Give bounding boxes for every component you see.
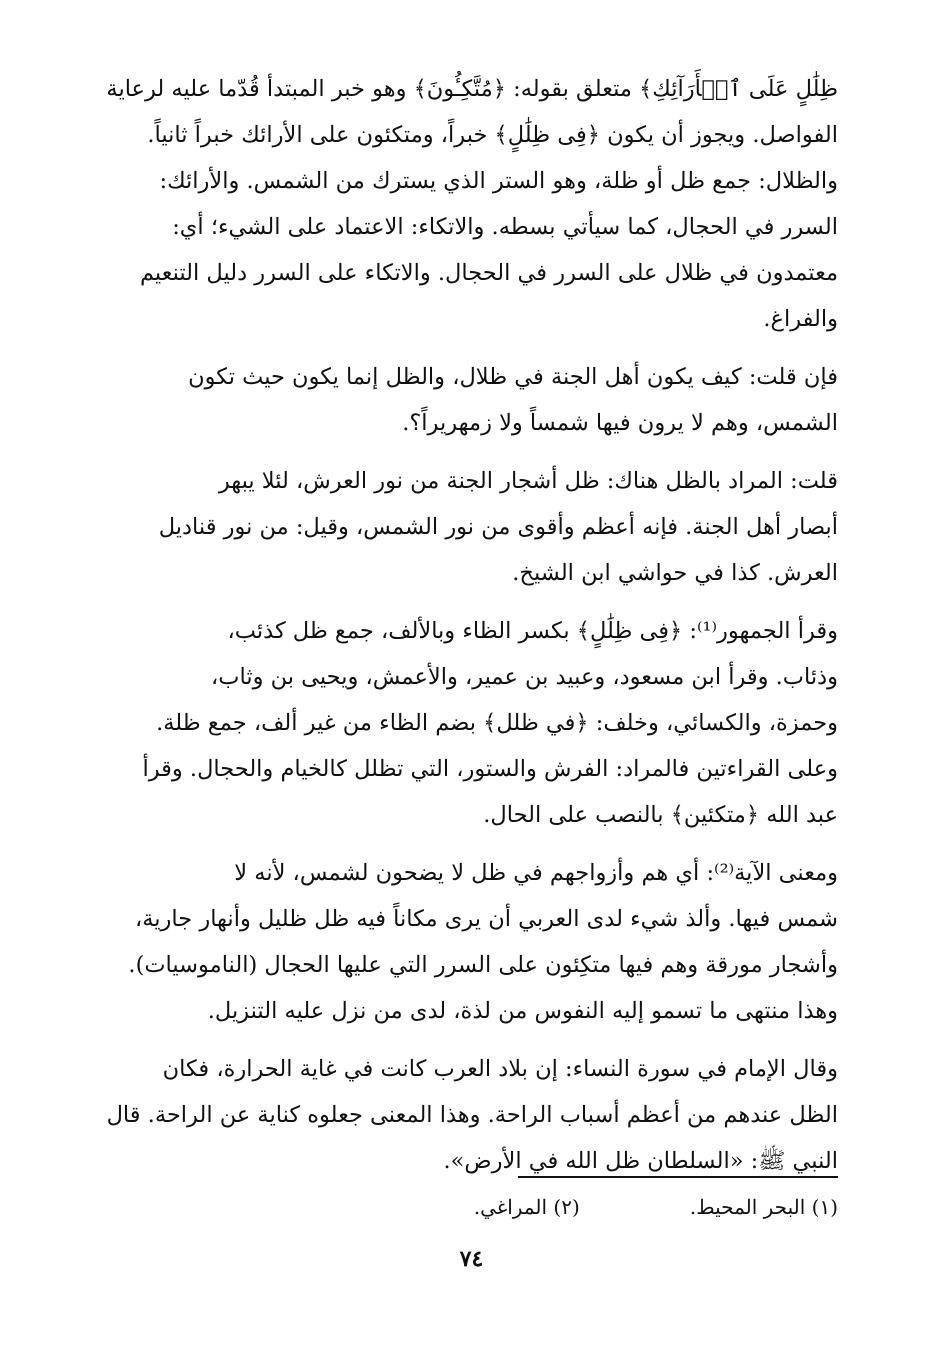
page-number: ٧٤ [459, 1246, 484, 1272]
paragraph-5: ومعنى الآية⁽²⁾: أي هم وأزواجهم في ظل لا يضحون لشمس، لأنه لا شمس فيها. وألذ شيء لدى العربي أن يرى مكاناً فيه ظل ظليل وأنهار جارية، وأشجار مورقة وهم فيها متكِئون على السرر التي عليها الحجال (الناموسيات). وهذا منتهى ما تسمو إليه النفوس من لذة، لدى من نزل عليه التنزيل. [128, 860, 838, 1024]
footnotes [474, 1192, 838, 1222]
footnote-2: (٢) المراغي. [473, 1195, 580, 1219]
paragraph-6: وقال الإمام في سورة النساء: إن بلاد العرب كانت في غاية الحرارة، فكان الظل عندهم من أعظم أسباب الراحة. وهذا المعنى جعلوه كناية عن الراحة. قال النبي ﷺ: «السلطان ظل الله في الأرض». [106, 1056, 838, 1174]
footnote-1: (١) البحر المحيط. [689, 1195, 838, 1219]
paragraph-1: ظِلَٰلٍ عَلَى ٱلۡأَرَآئِكِ﴾ متعلق بقوله: ﴿مُتَّكِـُٔونَ﴾ وهو خبر المبتدأ قُدّما عليه لرعاية الفواصل. ويجوز أن يكون ﴿فِى ظِلَٰلٍ﴾ خبراً، ومتكئون على الأرائك خبراً ثانياً. والظلال: جمع ظل أو ظلة، وهو الستر الذي يسترك من الشمس. والأرائك: السرر في الحجال، كما سيأتي بسطه. والاتكاء: الاعتماد على الشيء؛ أي: معتمدون في ظلال على السرر في الحجال. والاتكاء على السرر دليل التنعيم والفراغ. [106, 76, 838, 332]
paragraph-3: قلت: المراد بالظل هناك: ظل أشجار الجنة من نور العرش، لئلا يبهر أبصار أهل الجنة. فإنه أعظم وأقوى من نور الشمس، وقيل: من نور قناديل العرش. كذا في حواشي ابن الشيخ. [158, 468, 838, 586]
footnote-divider [518, 1176, 838, 1178]
body-text [66, 66, 838, 1196]
paragraph-4: وقرأ الجمهور⁽¹⁾: ﴿فِى ظِلَٰلٍ﴾ بكسر الظاء وبالألف، جمع ظل كذئب، وذئاب. وقرأ ابن مسعود، وعبيد بن عمير، والأعمش، ويحيى بن وثاب، وحمزة، والكسائي، وخلف: ﴿في ظلل﴾ بضم الظاء من غير ألف، جمع ظلة. وعلى القراءتين فالمراد: الفرش والستور، التي تظلل كالخيام والحجال. وقرأ عبد الله ﴿متكئين﴾ بالنصب على الحال. [142, 618, 838, 828]
paragraph-2: فإن قلت: كيف يكون أهل الجنة في ظلال، والظل إنما يكون حيث تكون الشمس، وهم لا يرون فيها شمساً ولا زمهريراً؟. [188, 364, 838, 436]
